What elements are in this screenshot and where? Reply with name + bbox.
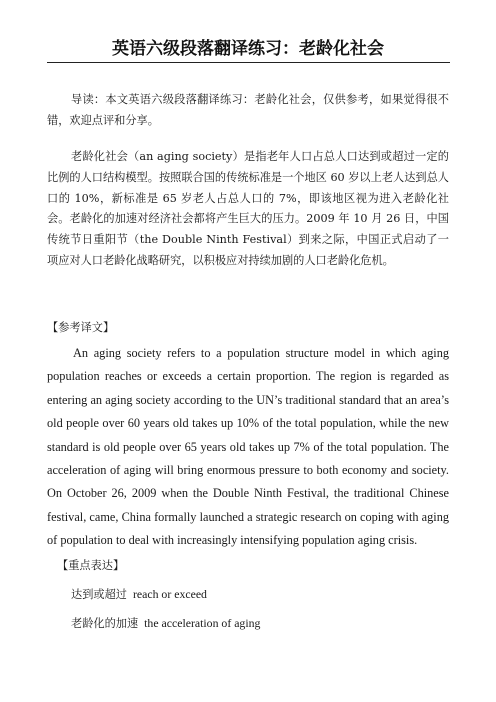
key-point-cn: 达到或超过 xyxy=(71,588,127,601)
intro-block xyxy=(47,90,449,132)
intro-paragraph: 导读：本文英语六级段落翻译练习：老龄化社会，仅供参考，如果觉得很不错，欢迎点评和分享。 xyxy=(47,93,449,127)
translation-label: 【参考译文】 xyxy=(47,321,115,334)
key-point-item xyxy=(47,613,449,634)
key-point-item xyxy=(47,584,449,605)
translation-paragraph: An aging society refers to a population structure model in which aging population reaches or exceeds a certain proportion. The region is regarded as entering an aging society according to the UN’s traditional standard that an area’s old people over 60 years old takes up 10% of the total population, while the new standard is old people over 65 years old takes up 7% of the total population. The acceleration of aging will bring enormous pressure to both economy and society. On October 26, 2009 when the Double Ninth Festival, the traditional Chinese festival, came, China formally launched a strategic research on coping with aging of population to deal with increasingly intensifying population aging crisis. xyxy=(47,346,449,548)
translation-block xyxy=(47,342,449,553)
key-point-en: reach or exceed xyxy=(132,587,207,601)
title-divider xyxy=(47,62,450,63)
key-points-block xyxy=(47,556,449,634)
key-point-en: the acceleration of aging xyxy=(144,616,261,630)
key-point-cn: 老龄化的加速 xyxy=(71,617,139,630)
source-paragraph: 老龄化社会（an aging society）是指老年人口占总人口达到或超过一定的比例的人口结构模型。按照联合国的传统标准是一个地区 60 岁以上老人达到总人口的 10%，新标准是 65 岁老人占总人口的 7%，即该地区视为进入老龄化社会。老龄化的加速对经济社会都将产生巨大的压力。2009 年 10 月 26 日，中国传统节日重阳节（the Double Ninth Festival）到来之际，中国正式启动了一项应对人口老龄化战略研究，以积极应对持续加剧的人口老龄化危机。 xyxy=(47,150,449,267)
source-block xyxy=(47,147,449,272)
document-title: 英语六级段落翻译练习：老龄化社会 xyxy=(112,39,384,59)
translation-label-block xyxy=(47,318,449,338)
key-points-label: 【重点表达】 xyxy=(57,559,125,572)
